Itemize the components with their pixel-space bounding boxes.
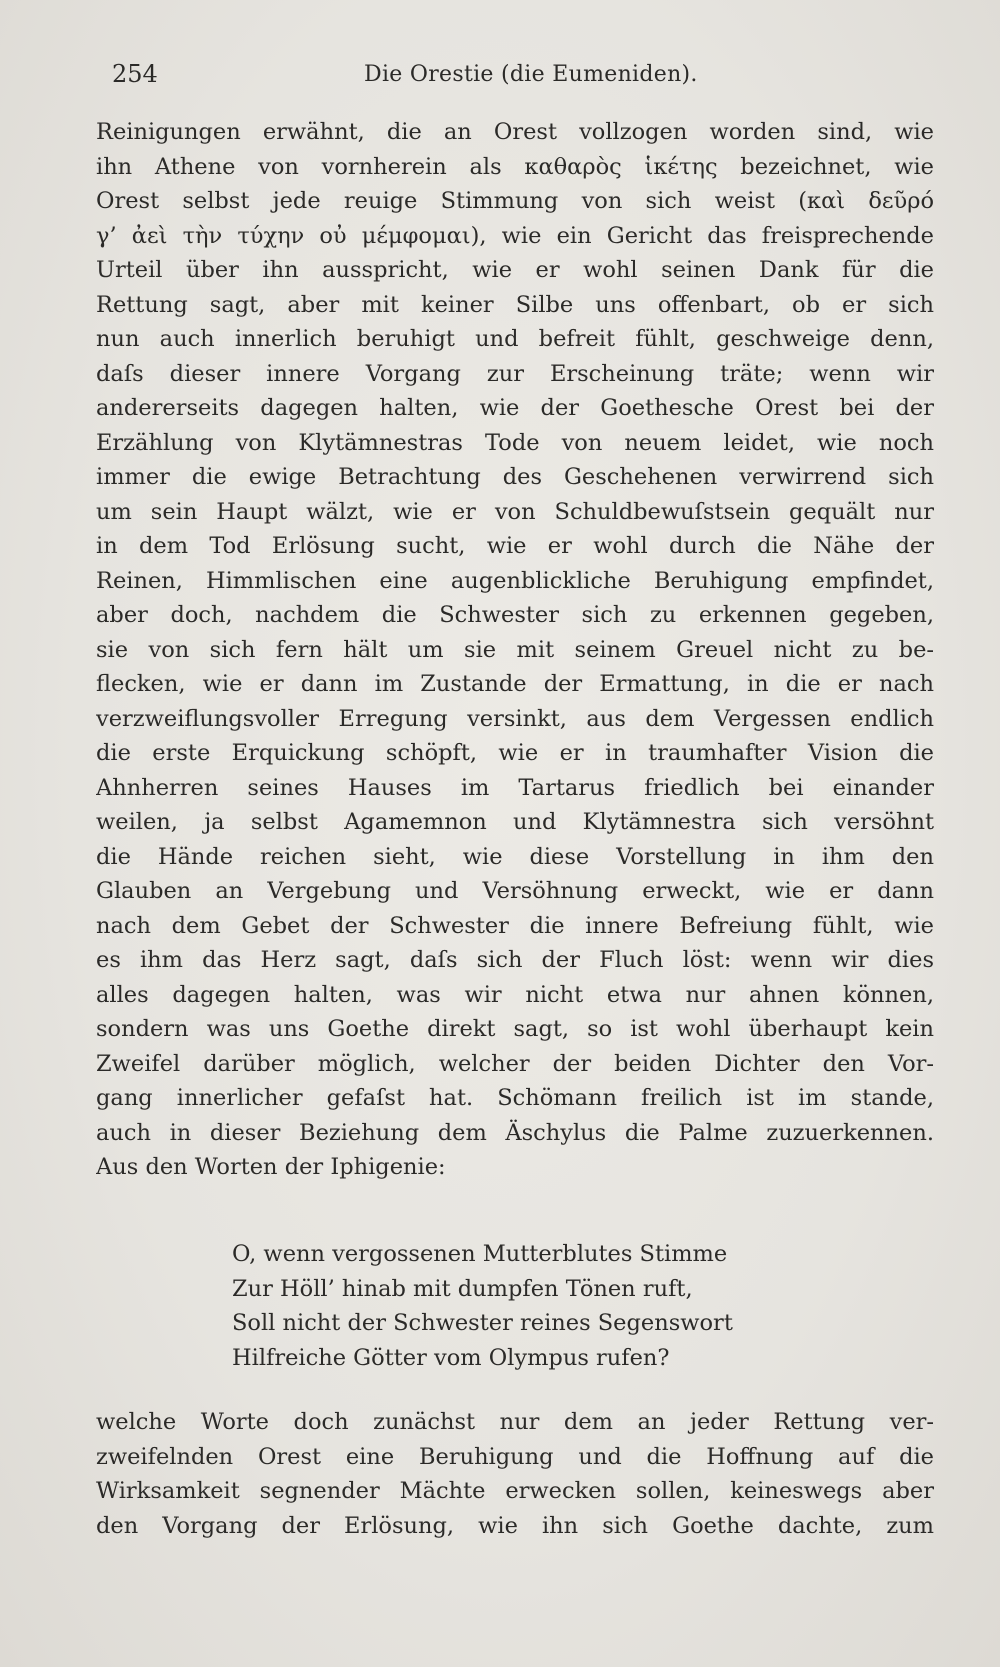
text-line: Wirksamkeit segnender Mächte erwecken sollen, keineswegs aber [96, 1478, 934, 1504]
text-line: nun auch innerlich beruhigt und befreit fühlt, geschweige denn, [96, 326, 934, 352]
text-line: die erste Erquickung schöpft, wie er in traumhafter Vision die [96, 740, 934, 766]
text-line: den Vorgang der Erlösung, wie ihn sich Goethe dachte, zum [96, 1512, 934, 1539]
page-header [112, 60, 932, 100]
text-line: welche Worte doch zunächst nur dem an jeder Rettung ver- [96, 1409, 934, 1435]
text-line: um sein Haupt wälzt, wie er von Schuldbewuſstsein gequält nur [96, 498, 934, 525]
text-line: Reinigungen erwähnt, die an Orest vollzogen worden sind, wie [96, 119, 934, 145]
verse-line: Zur Höll’ hinab mit dumpfen Tönen ruft, [232, 1275, 693, 1302]
text-line: ihn Athene von vornherein als καθαρὸς ἱκέτης bezeichnet, wie [96, 153, 934, 180]
verse-line: Soll nicht der Schwester reines Segenswort [232, 1310, 733, 1336]
text-line: Reinen, Himmlischen eine augenblickliche Beruhigung empfindet, [96, 567, 934, 594]
page-number: 254 [112, 60, 158, 88]
text-line: zweifelnden Orest eine Beruhigung und die Hoffnung auf die [96, 1443, 934, 1470]
text-line: Aus den Worten der Iphigenie: [96, 1154, 446, 1180]
text-line: flecken, wie er dann im Zustande der Ermattung, in die er nach [96, 671, 934, 697]
text-line: verzweiflungsvoller Erregung versinkt, aus dem Vergessen endlich [96, 705, 934, 732]
text-line: in dem Tod Erlösung sucht, wie er wohl durch die Nähe der [96, 533, 934, 559]
text-line: andererseits dagegen halten, wie der Goethesche Orest bei der [96, 395, 934, 421]
text-line: auch in dieser Beziehung dem Äschylus die Palme zuzuerkennen. [96, 1119, 934, 1146]
text-line: Urteil über ihn ausspricht, wie er wohl seinen Dank für die [96, 257, 934, 283]
text-line: Erzählung von Klytämnestras Tode von neuem leidet, wie noch [96, 429, 934, 456]
paragraph-continuation [96, 1405, 934, 1543]
text-line: daſs dieser innere Vorgang zur Erscheinung träte; wenn wir [96, 360, 934, 387]
text-line: die Hände reichen sieht, wie diese Vorstellung in ihm den [96, 843, 934, 870]
text-line: Orest selbst jede reuige Stimmung von sich weist (καὶ δεῦρό [96, 188, 934, 214]
text-line: Rettung sagt, aber mit keiner Silbe uns offenbart, ob er sich [96, 291, 934, 318]
text-line: Glauben an Vergebung und Versöhnung erweckt, wie er dann [96, 878, 934, 904]
text-line: weilen, ja selbst Agamemnon und Klytämnestra sich versöhnt [96, 809, 934, 835]
verse-line: Hilfreiche Götter vom Olympus rufen? [232, 1344, 670, 1371]
running-head: Die Orestie (die Eumeniden). [364, 62, 698, 87]
text-line: sie von sich fern hält um sie mit seinem Greuel nicht zu be- [96, 636, 934, 663]
text-line: nach dem Gebet der Schwester die innere Befreiung fühlt, wie [96, 912, 934, 939]
text-line: alles dagegen halten, was wir nicht etwa nur ahnen können, [96, 981, 934, 1008]
text-line: es ihm das Herz sagt, daſs sich der Fluch löst: wenn wir dies [96, 947, 934, 973]
text-line: aber doch, nachdem die Schwester sich zu erkennen gegeben, [96, 602, 934, 628]
text-line: gang innerlicher gefaſst hat. Schömann freilich ist im stande, [96, 1085, 934, 1111]
verse-quote [232, 1237, 832, 1375]
text-line: Zweifel darüber möglich, welcher der beiden Dichter den Vor- [96, 1050, 934, 1077]
text-line: sondern was uns Goethe direkt sagt, so ist wohl überhaupt kein [96, 1016, 934, 1042]
verse-line: O, wenn vergossenen Mutterblutes Stimme [232, 1241, 728, 1267]
text-line: immer die ewige Betrachtung des Geschehenen verwirrend sich [96, 464, 934, 490]
text-line: γ’ ἀεὶ τὴν τύχην οὐ μέμφομαι), wie ein Gericht das freisprechende [96, 222, 934, 249]
text-line: Ahnherren seines Hauses im Tartarus friedlich bei einander [96, 774, 934, 801]
paragraph-main [96, 115, 934, 1185]
